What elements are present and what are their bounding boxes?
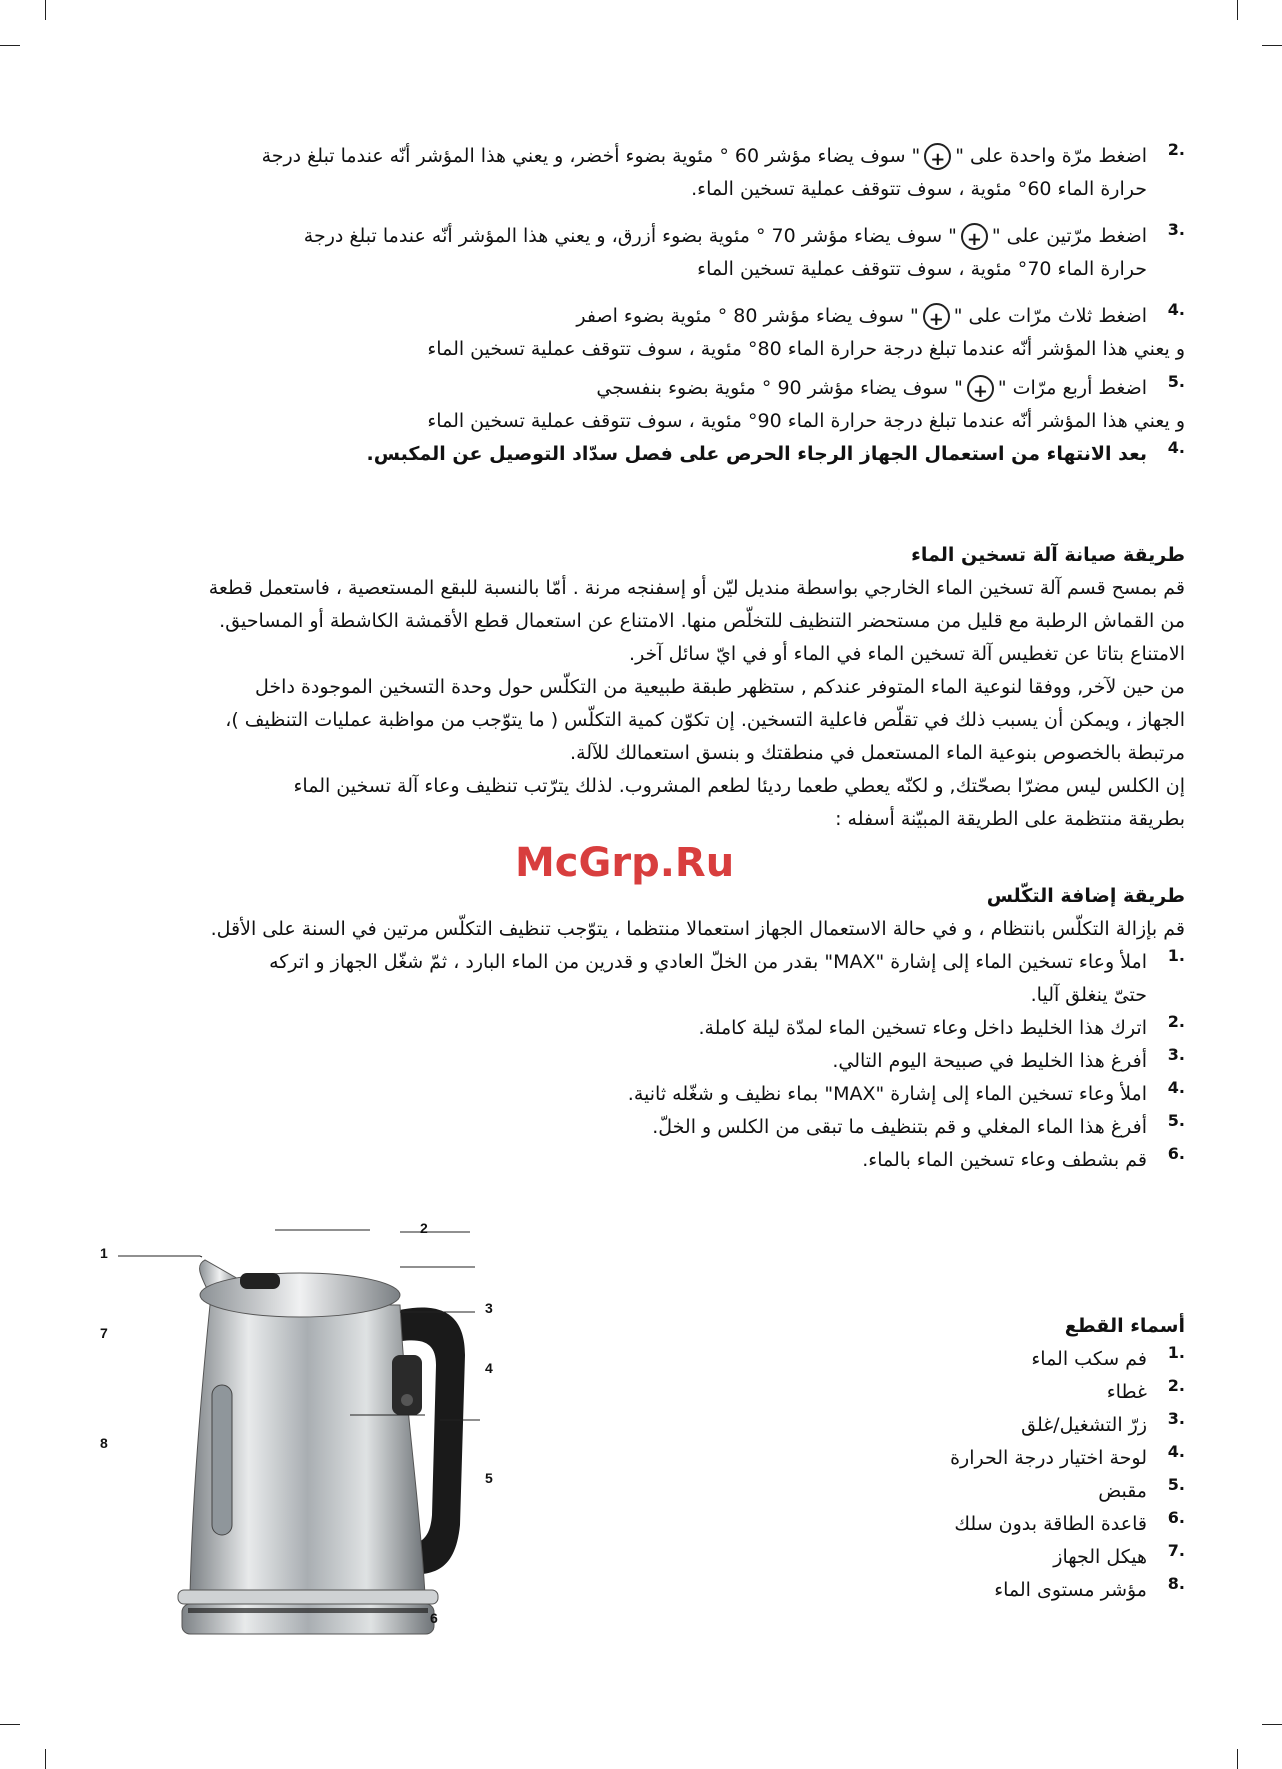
paragraph-line: من القماش الرطبة مع قليل من مستحضر التنظيف للتخلّص منها. الامتناع عن استعمال قطع الأقمشة الكاشطة أو المساحيق. — [219, 610, 1185, 632]
descale-step — [95, 1078, 1185, 1111]
crop-mark — [1237, 0, 1238, 20]
callout-8: 8 — [100, 1435, 108, 1451]
step-line: املأ وعاء تسخين الماء إلى إشارة "MAX" بماء نظيف و شغّله ثانية. — [627, 1083, 1147, 1105]
callout-6: 6 — [430, 1610, 438, 1626]
step-line: اضغط أربع مرّات "+" سوف يضاء مؤشر 90 ° مئوية بضوء بنفسجي — [95, 372, 1147, 405]
step-number: 3. — [1167, 1045, 1185, 1064]
step-line: حرارة الماء 70° مئوية ، سوف تتوقف عملية تسخين الماء — [697, 258, 1147, 280]
step-line: حرارة الماء 60° مئوية ، سوف تتوقف عملية تسخين الماء. — [691, 178, 1147, 200]
list-item: 6. قاعدة الطاقة بدون سلك — [954, 1508, 1185, 1535]
list-item: 2. غطاء — [1106, 1376, 1185, 1403]
kettle-illustration — [100, 1220, 570, 1645]
parts-list — [950, 1343, 1185, 1607]
step-item-bold — [95, 438, 1185, 471]
paragraph-line: بطريقة منتظمة على الطريقة المبيّنة أسفله : — [835, 808, 1185, 830]
paragraph-line: قم بإزالة التكلّس بانتظام ، و في حالة الاستعمال الجهاز استعمالا منتظما ، يتوّجب تنظيف التكلّس مرتين في السنة على الأقل. — [210, 918, 1185, 940]
list-item: 5. مقبض — [1098, 1475, 1185, 1502]
descale-step — [95, 1111, 1185, 1144]
step-number: 6. — [1167, 1144, 1185, 1163]
step-line: قم بشطف وعاء تسخين الماء بالماء. — [862, 1149, 1147, 1171]
callout-7: 7 — [100, 1325, 108, 1341]
step-item — [95, 372, 1185, 438]
paragraph-line: الامتناع بتاتا عن تغطيس آلة تسخين الماء في الماء أو في ايّ سائل آخر. — [629, 643, 1185, 665]
temperature-button-icon — [924, 143, 951, 170]
step-line: و يعني هذا المؤشر أنّه عندما تبلغ درجة حرارة الماء 90° مئوية ، سوف تتوقف عملية تسخين الماء — [427, 410, 1185, 432]
descale-step — [95, 1012, 1185, 1045]
step-line: و يعني هذا المؤشر أنّه عندما تبلغ درجة حرارة الماء 80° مئوية ، سوف تتوقف عملية تسخين الماء — [427, 338, 1185, 360]
section-title: طريقة إضافة التكّلس — [986, 885, 1185, 907]
temperature-button-icon — [923, 303, 950, 330]
callout-1: 1 — [100, 1245, 108, 1261]
step-line: بعد الانتهاء من استعمال الجهاز الرجاء الحرص على فصل سدّاد التوصيل عن المكبس. — [366, 443, 1147, 465]
paragraph-line: إن الكلس ليس مضرّا بصحّتك, و لكنّه يعطي طعما رديئا لطعم المشروب. لذلك يترّتب تنظيف وعاء آلة تسخين الماء — [293, 775, 1185, 797]
crop-mark — [1262, 1724, 1282, 1725]
list-item: 4. لوحة اختيار درجة الحرارة — [950, 1442, 1185, 1469]
descale-step — [95, 1144, 1185, 1177]
step-item — [95, 300, 1185, 366]
paragraph-line: من حين لآخر, ووفقا لنوعية الماء المتوفر عندكم , ستظهر طبقة طبيعية من التكلّس حول وحدة التسخين الموجودة داخل — [255, 676, 1185, 698]
step-line: أفرغ هذا الخليط في صبيحة اليوم التالي. — [832, 1050, 1147, 1072]
step-line: اضغط ثلاث مرّات على "+" سوف يضاء مؤشر 80 ° مئوية بضوء اصفر — [95, 300, 1147, 333]
crop-mark — [0, 1724, 20, 1725]
step-line: أفرغ هذا الماء المغلي و قم بتنظيف ما تبقى من الكلس و الخلّ. — [652, 1116, 1147, 1138]
step-number: 2. — [1167, 1012, 1185, 1031]
list-item: 3. زرّ التشغيل/غلق — [1021, 1409, 1185, 1436]
temperature-button-icon — [967, 375, 994, 402]
paragraph-line: مرتبطة بالخصوص بنوعية الماء المستعمل في منطقتك و بنسق استعمالك للآلة. — [570, 742, 1185, 764]
step-number: 2. — [1167, 140, 1185, 159]
list-item: 8. مؤشر مستوى الماء — [994, 1574, 1185, 1601]
manual-page — [95, 140, 1185, 1177]
crop-mark — [1262, 45, 1282, 46]
parts-section — [950, 1310, 1185, 1607]
step-number: 4. — [1167, 1078, 1185, 1097]
step-number: 5. — [1167, 372, 1185, 391]
descale-step — [95, 1045, 1185, 1078]
step-number: 4. — [1167, 300, 1185, 319]
callout-5: 5 — [485, 1470, 493, 1486]
step-number: 3. — [1167, 220, 1185, 239]
crop-mark — [45, 1749, 46, 1769]
paragraph-line: قم بمسح قسم آلة تسخين الماء الخارجي بواسطة منديل ليّن أو إسفنجه مرنة . أمّا بالنسبة للبقع المستعصية ، فاستعمل قطعة — [208, 577, 1185, 599]
step-item — [95, 220, 1185, 286]
callout-2: 2 — [420, 1220, 428, 1236]
callout-4: 4 — [485, 1360, 493, 1376]
paragraph-line: الجهاز ، ويمكن أن يسبب ذلك في تقلّص فاعلية التسخين. إن تكوّن كمية التكلّس ( ما يتوّجب من مواظبة عمليات التنظيف )، — [225, 709, 1185, 731]
callout-3: 3 — [485, 1300, 493, 1316]
list-item: 1. فم سكب الماء — [1031, 1343, 1185, 1370]
step-line: اترك هذا الخليط داخل وعاء تسخين الماء لمدّة ليلة كاملة. — [698, 1017, 1147, 1039]
step-number: 4. — [1167, 438, 1185, 457]
step-line: حتىّ ينغلق آليا. — [1030, 984, 1147, 1006]
crop-mark — [1237, 1749, 1238, 1769]
section-title: طريقة صيانة آلة تسخين الماء — [911, 544, 1185, 566]
descale-step — [95, 946, 1185, 1012]
step-number: 1. — [1167, 946, 1185, 965]
temperature-button-icon — [961, 223, 988, 250]
section-title: أسماء القطع — [1064, 1315, 1185, 1337]
step-item — [95, 140, 1185, 206]
kettle-drawing — [100, 1225, 570, 1645]
step-line: اضغط مرّتين على "+" سوف يضاء مؤشر 70 ° مئوية بضوء أزرق، و يعني هذا المؤشر أنّه عندما تبلغ درجة — [95, 220, 1147, 253]
step-line: اضغط مرّة واحدة على "+" سوف يضاء مؤشر 60 ° مئوية بضوء أخضر، و يعني هذا المؤشر أنّه عندما تبلغ درجة — [95, 140, 1147, 173]
step-number: 5. — [1167, 1111, 1185, 1130]
step-line: املأ وعاء تسخين الماء إلى إشارة "MAX" بقدر من الخلّ العادي و قدرين من الماء البارد ، ثمّ شغّل الجهاز و اتركه — [269, 951, 1147, 973]
list-item: 7. هيكل الجهاز — [1053, 1541, 1185, 1568]
watermark: McGrp.Ru — [515, 840, 735, 886]
crop-mark — [0, 45, 20, 46]
crop-mark — [45, 0, 46, 20]
